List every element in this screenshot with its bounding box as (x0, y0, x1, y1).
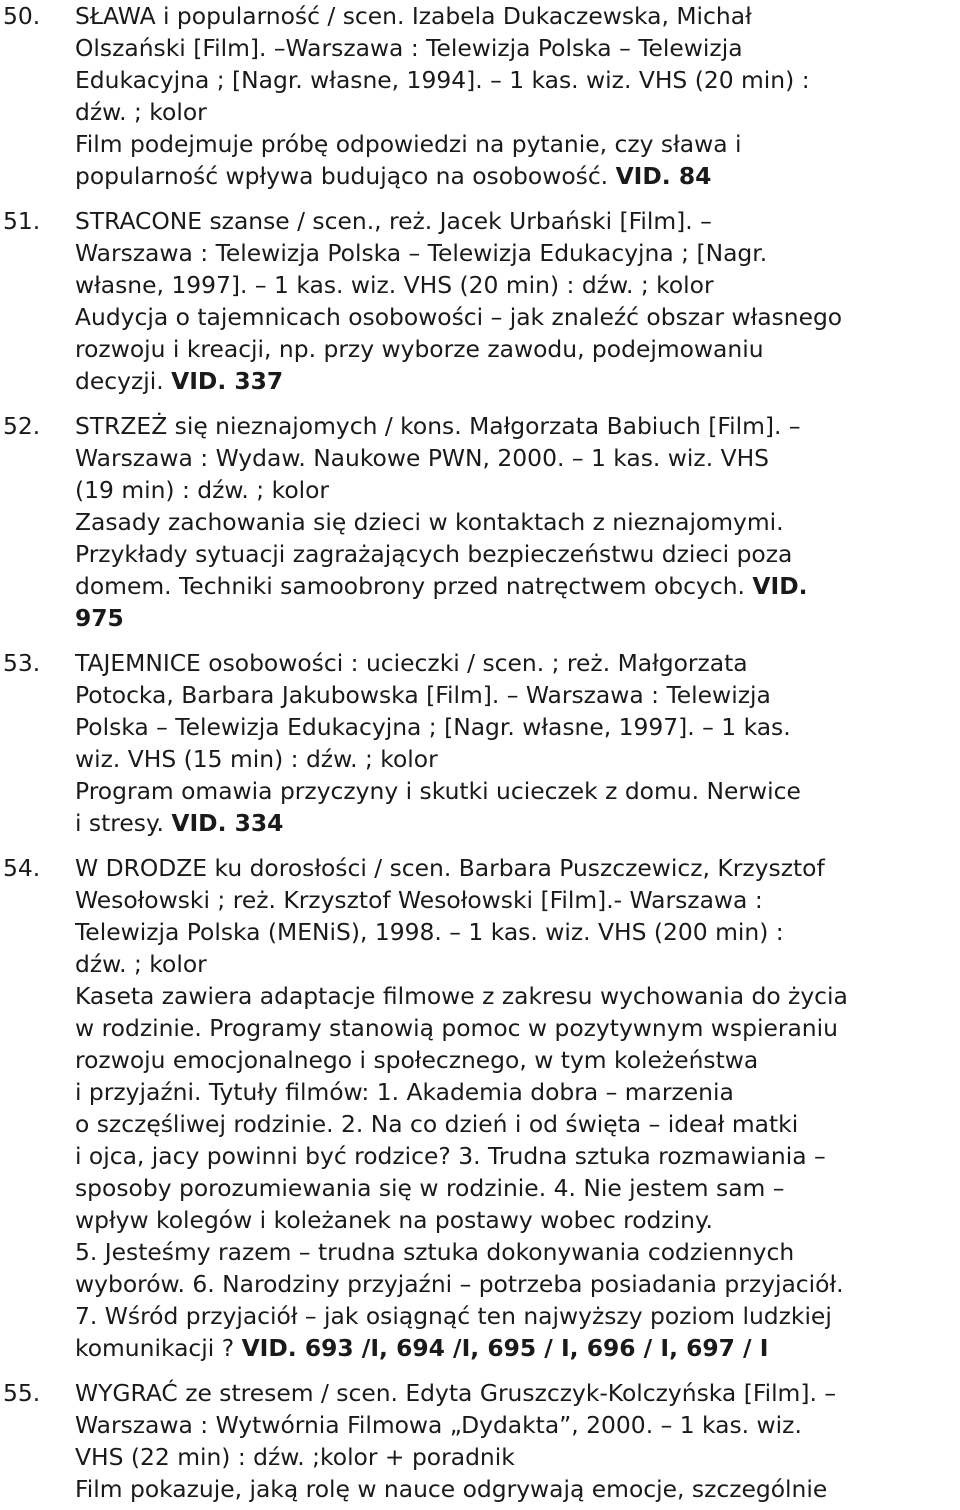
entry-line-last (75, 570, 960, 602)
entry-line: Audycja o tajemnicach osobowości – jak znaleźć obszar własnego (75, 303, 843, 331)
entry-line: SŁAWA i popularność / scen. Izabela Dukaczewska, Michał (75, 2, 752, 30)
entry-number: 55. (3, 1379, 41, 1407)
entry-line: o szczęśliwej rodzinie. 2. Na co dzień i od święta – ideał matki (75, 1110, 799, 1138)
entry-line-last (75, 807, 960, 839)
entry-text: decyzji. (75, 367, 172, 395)
entry-line: Warszawa : Wytwórnia Filmowa „Dydakta”, 2000. – 1 kas. wiz. (75, 1411, 802, 1439)
vid-reference: VID. 334 (171, 809, 284, 837)
entry-number: 54. (3, 854, 41, 882)
entry-line: Wesołowski ; reż. Krzysztof Wesołowski [Film].- Warszawa : (75, 886, 763, 914)
entry-line: 5. Jesteśmy razem – trudna sztuka dokonywania codziennych (75, 1238, 795, 1266)
entry-line: wyborów. 6. Narodziny przyjaźni – potrzeba posiadania przyjaciół. (75, 1270, 844, 1298)
entry-line: Olszański [Film]. –Warszawa : Telewizja Polska – Telewizja (75, 34, 743, 62)
entry-text: i stresy. (75, 809, 172, 837)
entry-line: Telewizja Polska (MENiS), 1998. – 1 kas. wiz. VHS (200 min) : (75, 918, 784, 946)
entry-line: Kaseta zawiera adaptacje filmowe z zakresu wychowania do życia (75, 982, 848, 1010)
entry-line: sposoby porozumiewania się w rodzinie. 4. Nie jestem sam – (75, 1174, 785, 1202)
entry-line: 7. Wśród przyjaciół – jak osiągnąć ten najwyższy poziom ludzkiej (75, 1302, 832, 1330)
entry-line: wpływ kolegów i koleżanek na postawy wobec rodziny. (75, 1206, 713, 1234)
entry-line: i ojca, jacy powinni być rodzice? 3. Trudna sztuka rozmawiania – (75, 1142, 826, 1170)
entry-line: Potocka, Barbara Jakubowska [Film]. – Warszawa : Telewizja (75, 681, 771, 709)
entry-line: VHS (22 min) : dźw. ;kolor + poradnik (75, 1443, 515, 1471)
vid-reference: VID. (752, 572, 808, 600)
entry-number: 51. (3, 207, 41, 235)
catalog-entry-55 (0, 1377, 960, 1505)
entry-line: Film pokazuje, jaką rolę w nauce odgrywają emocje, szczególnie (75, 1475, 828, 1503)
entry-text: domem. Techniki samoobrony przed natręctwem obcych. (75, 572, 753, 600)
entry-line: Przykłady sytuacji zagrażających bezpieczeństwu dzieci poza (75, 540, 793, 568)
entry-line: rozwoju emocjonalnego i społecznego, w tym koleżeństwa (75, 1046, 759, 1074)
entry-number: 50. (3, 2, 41, 30)
entry-line: (19 min) : dźw. ; kolor (75, 476, 330, 504)
catalog-entry-50 (0, 0, 960, 192)
entry-line: Edukacyjna ; [Nagr. własne, 1994]. – 1 kas. wiz. VHS (20 min) : (75, 66, 810, 94)
entry-line-last (75, 160, 960, 192)
entry-line: Zasady zachowania się dzieci w kontaktach z nieznajomymi. (75, 508, 784, 536)
catalog-entry-53 (0, 647, 960, 839)
entry-line: Program omawia przyczyny i skutki ucieczek z domu. Nerwice (75, 777, 801, 805)
entry-line: dźw. ; kolor (75, 950, 207, 978)
catalog-entry-52 (0, 410, 960, 634)
entry-line: STRACONE szanse / scen., reż. Jacek Urbański [Film]. – (75, 207, 712, 235)
entry-line: WYGRAĆ ze stresem / scen. Edyta Gruszczyk-Kolczyńska [Film]. – (75, 1379, 837, 1407)
entry-line: Warszawa : Wydaw. Naukowe PWN, 2000. – 1 kas. wiz. VHS (75, 444, 770, 472)
entry-line: Warszawa : Telewizja Polska – Telewizja Edukacyjna ; [Nagr. (75, 239, 768, 267)
entry-line: dźw. ; kolor (75, 98, 207, 126)
entry-number: 52. (3, 412, 41, 440)
entry-line: w rodzinie. Programy stanowią pomoc w pozytywnym wspieraniu (75, 1014, 838, 1042)
entry-number: 53. (3, 649, 41, 677)
entry-line-last (75, 1332, 960, 1364)
entry-text: komunikacji ? (75, 1334, 242, 1362)
entry-line: wiz. VHS (15 min) : dźw. ; kolor (75, 745, 438, 773)
vid-reference: VID. 84 (615, 162, 712, 190)
entry-line: i przyjaźni. Tytuły filmów: 1. Akademia dobra – marzenia (75, 1078, 734, 1106)
entry-line: STRZEŻ się nieznajomych / kons. Małgorzata Babiuch [Film]. – (75, 412, 801, 440)
entry-line: rozwoju i kreacji, np. przy wyborze zawodu, podejmowaniu (75, 335, 764, 363)
entry-line-last (75, 365, 960, 397)
entry-line: własne, 1997]. – 1 kas. wiz. VHS (20 min) : dźw. ; kolor (75, 271, 714, 299)
entry-line: Polska – Telewizja Edukacyjna ; [Nagr. własne, 1997]. – 1 kas. (75, 713, 791, 741)
entry-line: W DRODZE ku dorosłości / scen. Barbara Puszczewicz, Krzysztof (75, 854, 825, 882)
entry-text: popularność wpływa budująco na osobowość. (75, 162, 616, 190)
entry-line: Film podejmuje próbę odpowiedzi na pytanie, czy sława i (75, 130, 742, 158)
catalog-entry-54 (0, 852, 960, 1364)
entry-line: TAJEMNICE osobowości : ucieczki / scen. ; reż. Małgorzata (75, 649, 748, 677)
vid-reference: VID. 693 /I, 694 /I, 695 / I, 696 / I, 697 / I (241, 1334, 769, 1362)
vid-reference-cont: 975 (75, 604, 124, 632)
catalog-entry-51 (0, 205, 960, 397)
vid-reference: VID. 337 (171, 367, 284, 395)
